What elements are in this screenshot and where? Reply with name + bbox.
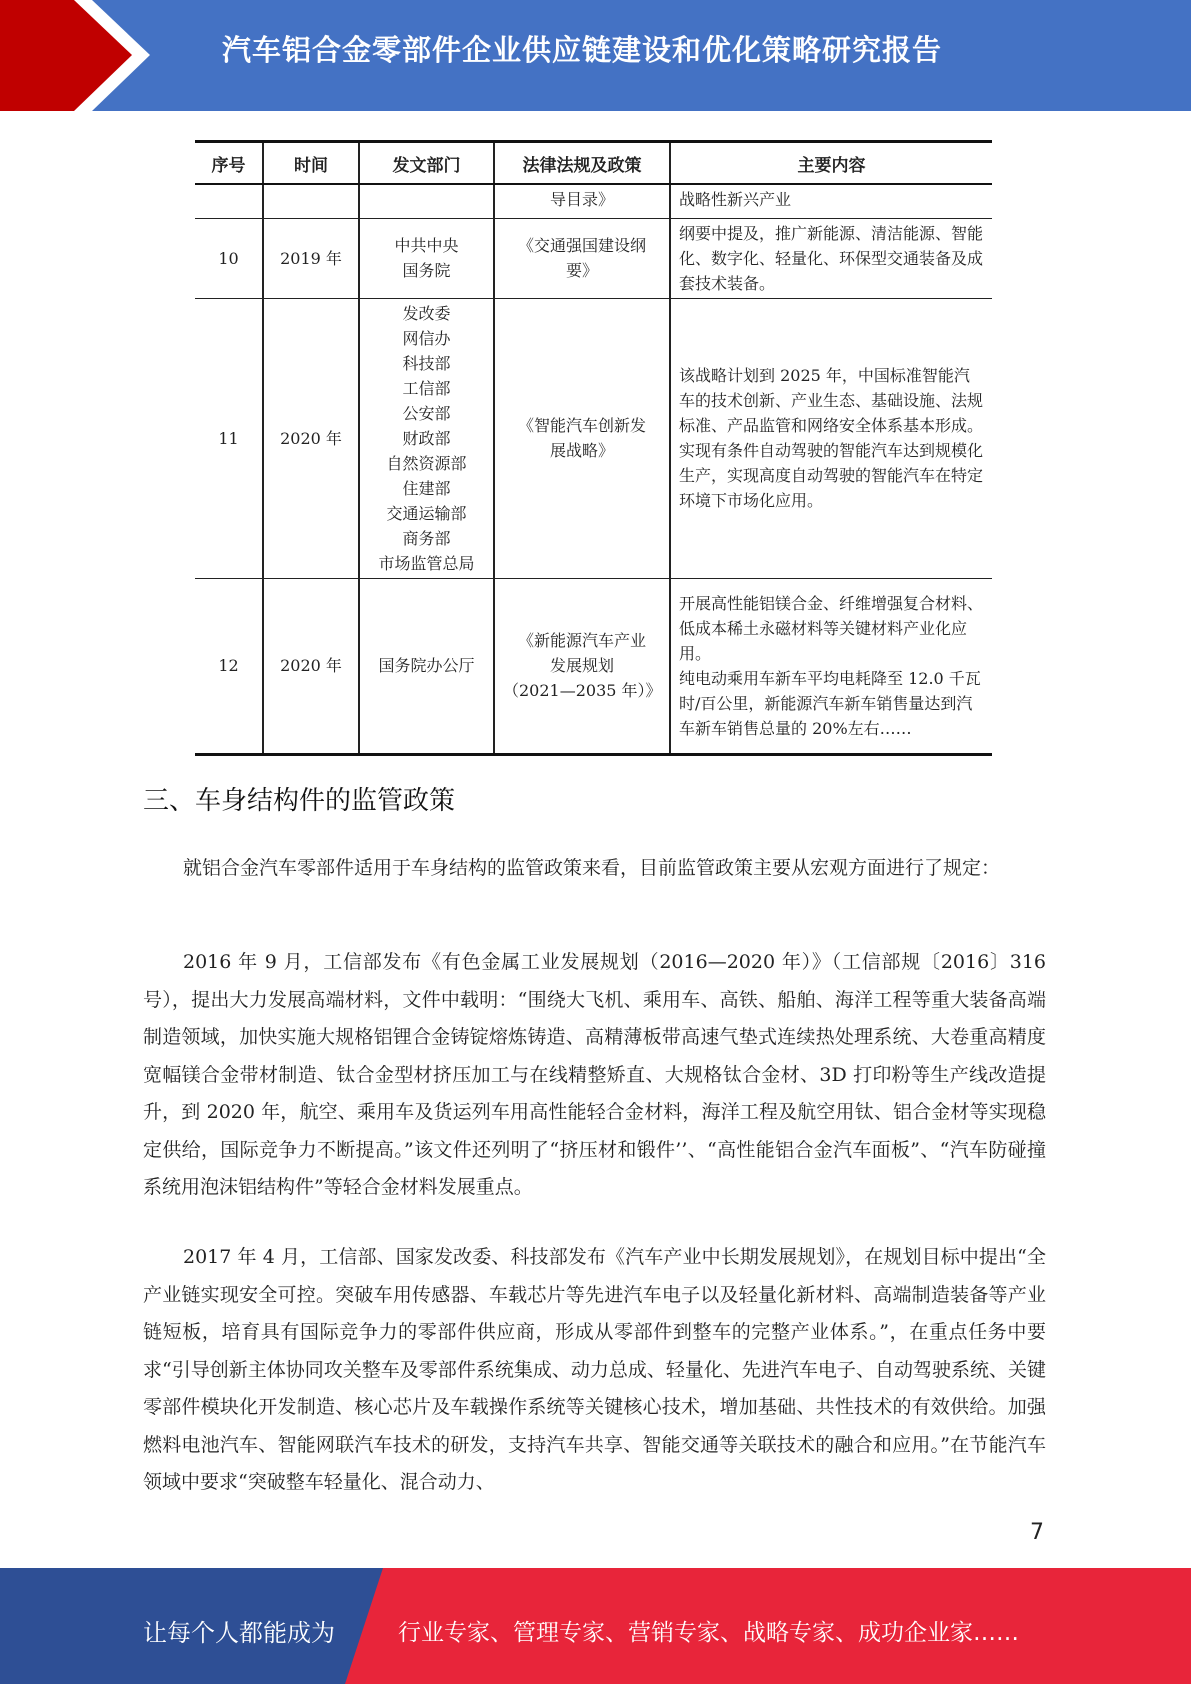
paragraph-text: 2017 年 4 月，工信部、国家发改委、科技部发布《汽车产业中长期发展规划》，在规划目标中提出“全产业链实现安全可控。突破车用传感器、车载芯片等先进汽车电子以及轻量化新材料、高端制造装备等产业链短板，培育具有国际竞争力的零部件供应商，形成从零部件到整车的完整产业体系。”，在重点任务中要求“引导创新主体协同攻关整车及零部件系统集成、动力总成、轻量化、先进汽车电子、自动驾驶系统、关键零部件模块化开发制造、核心芯片及车载操作系统等关键核心技术，增加基础、共性技术的有效供给。加强燃料电池汽车、智能网联汽车技术的研发，支持汽车共享、智能交通等关联技术的融合和应用。”在节能汽车领域中要求“突破整车轻量化、混合动力、 — [143, 1246, 1046, 1493]
row-number: 12 — [195, 578, 263, 754]
table-row — [195, 184, 992, 218]
column-header-law: 法律法规及政策 — [494, 142, 670, 185]
row-time: 2020 年 — [263, 578, 359, 754]
row-number: 11 — [195, 298, 263, 578]
row-content: 开展高性能铝镁合金、纤维增强复合材料、低成本稀土永磁材料等关键材料产业化应用。 纯电动乘用车新车平均电耗降至 12.0 千瓦时/百公里，新能源汽车新车销售量达到汽车新车销售总量的 20%左右…… — [670, 578, 992, 754]
row-time — [263, 184, 359, 218]
page-header — [0, 0, 1191, 111]
row-law: 导目录》 — [494, 184, 670, 218]
row-content: 纲要中提及，推广新能源、清洁能源、智能化、数字化、轻量化、环保型交通装备及成套技术装备。 — [670, 218, 992, 298]
table-row — [195, 218, 992, 298]
column-header-time: 时间 — [263, 142, 359, 185]
report-title: 汽车铝合金零部件企业供应链建设和优化策略研究报告 — [222, 33, 943, 67]
row-department: 中共中央 国务院 — [359, 218, 494, 298]
paragraph-2017-policy — [143, 1239, 1046, 1502]
policy-table-container — [195, 140, 992, 756]
footer-slogan-left: 让每个人都能成为 — [143, 1619, 335, 1647]
row-time: 2019 年 — [263, 218, 359, 298]
paragraph-text: 2016 年 9 月，工信部发布《有色金属工业发展规划（2016—2020 年）》（工信部规〔2016〕316 号），提出大力发展高端材料，文件中载明：“围绕大飞机、乘用车、高铁、船舶、海洋工程等重大装备高端制造领域，加快实施大规格铝锂合金铸锭熔炼铸造、高精薄板带高速气垫式连续热处理系统、大卷重高精度宽幅镁合金带材制造、钛合金型材挤压加工与在线精整矫直、大规格钛合金材、3D 打印粉等生产线改造提升，到 2020 年，航空、乘用车及货运列车用高性能轻合金材料，海洋工程及航空用钛、铝合金材等实现稳定供给，国际竞争力不断提高。”该文件还列明了“挤压材和锻件’’、“高性能铝合金汽车面板”、“汽车防碰撞系统用泡沫铝结构件”等轻合金材料发展重点。 — [143, 951, 1046, 1198]
row-law: 《交通强国建设纲 要》 — [494, 218, 670, 298]
row-department — [359, 184, 494, 218]
header-chevron-decoration — [0, 0, 160, 111]
section-heading: 三、车身结构件的监管政策 — [143, 786, 456, 816]
row-content: 战略性新兴产业 — [670, 184, 992, 218]
row-time: 2020 年 — [263, 298, 359, 578]
row-law: 《智能汽车创新发 展战略》 — [494, 298, 670, 578]
column-header-content: 主要内容 — [670, 142, 992, 185]
policy-table — [195, 140, 992, 756]
table-row — [195, 578, 992, 754]
row-law: 《新能源汽车产业 发展规划 （2021—2035 年）》 — [494, 578, 670, 754]
table-header-row — [195, 142, 992, 185]
row-number — [195, 184, 263, 218]
column-header-number: 序号 — [195, 142, 263, 185]
row-department: 国务院办公厅 — [359, 578, 494, 754]
paragraph-text: 就铝合金汽车零部件适用于车身结构的监管政策来看，目前监管政策主要从宏观方面进行了规定： — [183, 857, 1001, 879]
row-content: 该战略计划到 2025 年，中国标准智能汽车的技术创新、产业生态、基础设施、法规标准、产品监管和网络安全体系基本形成。实现有条件自动驾驶的智能汽车达到规模化生产，实现高度自动驾驶的智能汽车在特定环境下市场化应用。 — [670, 298, 992, 578]
column-header-department: 发文部门 — [359, 142, 494, 185]
row-number: 10 — [195, 218, 263, 298]
row-department: 发改委 网信办 科技部 工信部 公安部 财政部 自然资源部 住建部 交通运输部 商务部 市场监管总局 — [359, 298, 494, 578]
paragraph-intro — [143, 850, 1046, 888]
footer-slogan-right: 行业专家、管理专家、营销专家、战略专家、成功企业家…… — [398, 1620, 1019, 1646]
paragraph-2016-policy — [143, 944, 1046, 1207]
table-row — [195, 298, 992, 578]
page-number: 7 — [1030, 1520, 1044, 1545]
page-footer — [0, 1568, 1191, 1684]
